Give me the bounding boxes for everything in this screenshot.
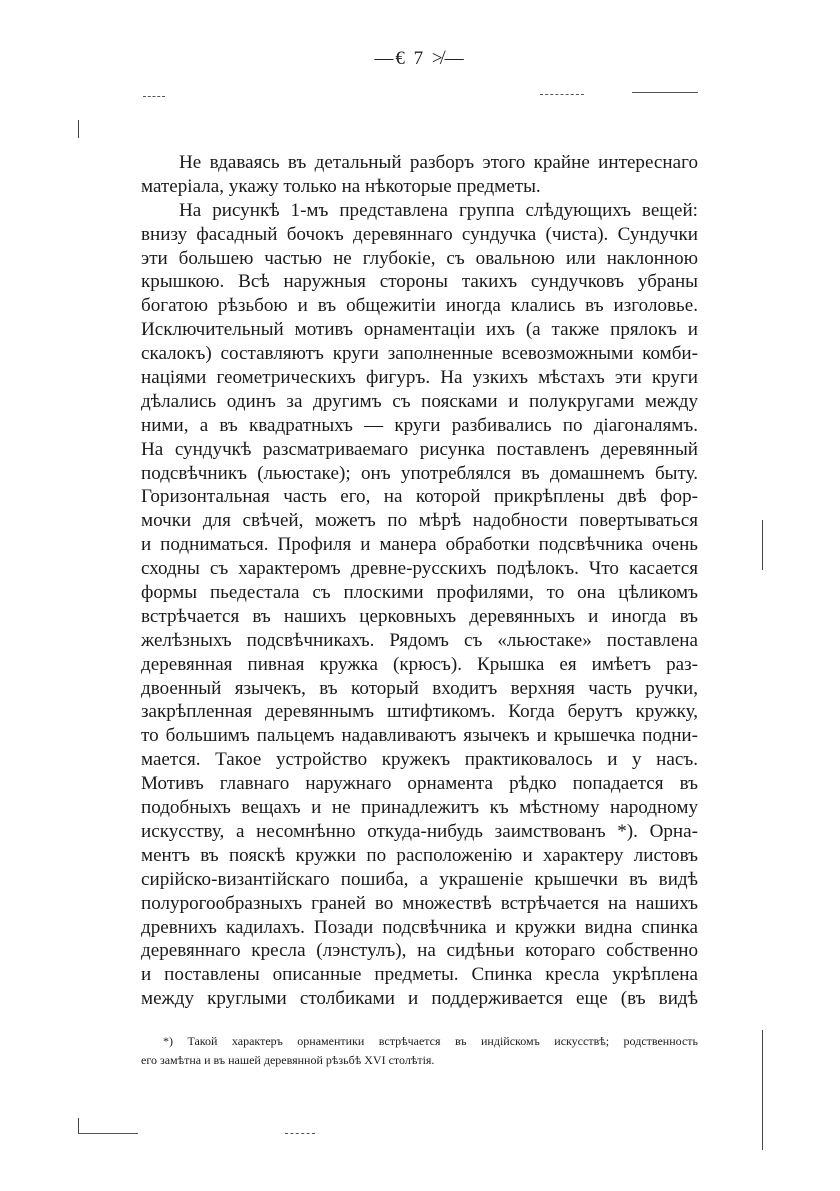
text-line: то большимъ пальцемъ надавливаютъ язычекъ и крышечка подни- <box>141 725 698 747</box>
text-line: подобныхъ вещахъ и не принадлежитъ къ мѣстному народному <box>141 797 698 819</box>
scan-line-mid <box>540 94 584 95</box>
text-line: націями геометрическихъ фигуръ. На узкихъ мѣстахъ эти круги <box>141 367 698 389</box>
footnote-line: *) Такой характеръ орнаментики встрѣчается въ индійскомъ искусствѣ; родственность <box>163 1034 698 1048</box>
text-line: встрѣчается въ нашихъ церковныхъ деревянныхъ и иногда въ <box>141 605 698 627</box>
text-line: матеріала, укажу только на нѣкоторые предметы. <box>141 175 541 197</box>
text-line: подсвѣчникъ (льюстаке); онъ употреблялся въ домашнемъ быту. <box>141 462 698 484</box>
text-line: полурогообразныхъ граней во множествѣ встрѣчается на нашихъ <box>141 892 698 914</box>
text-line: мочки для свѣчей, можетъ по мѣрѣ надобности повертываться <box>141 510 698 532</box>
page-number: —€ 7 ≯— <box>374 48 466 69</box>
body-text <box>141 151 698 1011</box>
text-line: сирійско-византійскаго пошиба, а украшеніе крышечки въ видѣ <box>141 868 698 890</box>
text-line: и подниматься. Профиля и манера обработки подсвѣчника очень <box>141 534 698 556</box>
scan-line-bottom-left <box>78 1133 138 1134</box>
scan-margin-mark-left-bottom <box>78 1118 79 1134</box>
text-line: крышкою. Всѣ наружныя стороны такихъ сундучковъ убраны <box>141 271 698 293</box>
text-line: дѣлались одинъ за другимъ съ поясками и полукругами между <box>141 390 698 412</box>
text-line: скалокъ) составляютъ круги заполненные всевозможными комби- <box>141 343 698 365</box>
text-line: искусству, а несомнѣнно откуда-нибудь заимствованъ *). Орна- <box>141 820 698 842</box>
text-line: Горизонтальная часть его, на которой прикрѣплены двѣ фор- <box>141 486 698 508</box>
text-line: Исключительный мотивъ орнаментаціи ихъ (а также прялокъ и <box>141 319 698 341</box>
text-line: внизу фасадный бочокъ деревяннаго сундучка (чиста). Сундучки <box>141 223 698 245</box>
scan-margin-mark-right-low <box>762 1030 763 1150</box>
text-line: Не вдаваясь въ детальный разборъ этого крайне интереснаго <box>179 152 698 173</box>
text-line: деревяннаго кресла (лэнстулъ), на сидѣньи котораго собственно <box>141 940 698 962</box>
text-line: закрѣпленная деревяннымъ штифтикомъ. Когда берутъ кружку, <box>141 701 698 723</box>
text-line: ментъ въ пояскѣ кружки по расположенію и характеру листовъ <box>141 844 698 866</box>
text-line: формы пьедестала съ плоскими профилями, то она цѣликомъ <box>141 582 698 604</box>
scan-margin-mark-left-top <box>78 120 79 138</box>
scan-margin-mark-right <box>762 520 763 570</box>
text-line: эти большею частью не глубокіе, съ овальною или наклонною <box>141 247 698 269</box>
text-line: мается. Такое устройство кружекъ практиковалось и у насъ. <box>141 749 698 771</box>
text-line: На сундучкѣ разсматриваемаго рисунка поставленъ деревянный <box>141 438 698 460</box>
scan-line-left <box>143 96 165 97</box>
text-line: древнихъ кадилахъ. Позади подсвѣчника и кружки видна спинка <box>141 916 698 938</box>
scan-line-right <box>632 92 698 93</box>
text-line: двоенный язычекъ, въ который входитъ верхняя часть ручки, <box>141 677 698 699</box>
text-line: богатою рѣзьбою и въ общежитіи иногда клались въ изголовье. <box>141 295 698 317</box>
text-line: желѣзныхъ подсвѣчникахъ. Рядомъ съ «льюстаке» поставлена <box>141 629 698 651</box>
text-line: сходны съ характеромъ древне-русскихъ подѣлокъ. Что касается <box>141 558 698 580</box>
text-line: деревянная пивная кружка (крюсъ). Крышка ея имѣетъ раз- <box>141 653 698 675</box>
scan-line-bottom-mid <box>285 1133 315 1134</box>
text-line: и поставлены описанные предметы. Спинка кресла укрѣплена <box>141 964 698 986</box>
text-line: между круглыми столбиками и поддерживается еще (въ видѣ <box>141 988 698 1010</box>
text-line: ними, а въ квадратныхъ — круги разбивались по діагоналямъ. <box>141 414 698 436</box>
footnote-line: его замѣтна и въ нашей деревянной рѣзьбѣ XVI столѣтія. <box>141 1053 435 1067</box>
footnote <box>141 1032 698 1070</box>
text-line: Мотивъ главнаго наружнаго орнамента рѣдко попадается въ <box>141 773 698 795</box>
text-line: На рисункѣ 1-мъ представлена группа слѣдующихъ вещей: <box>179 199 698 221</box>
